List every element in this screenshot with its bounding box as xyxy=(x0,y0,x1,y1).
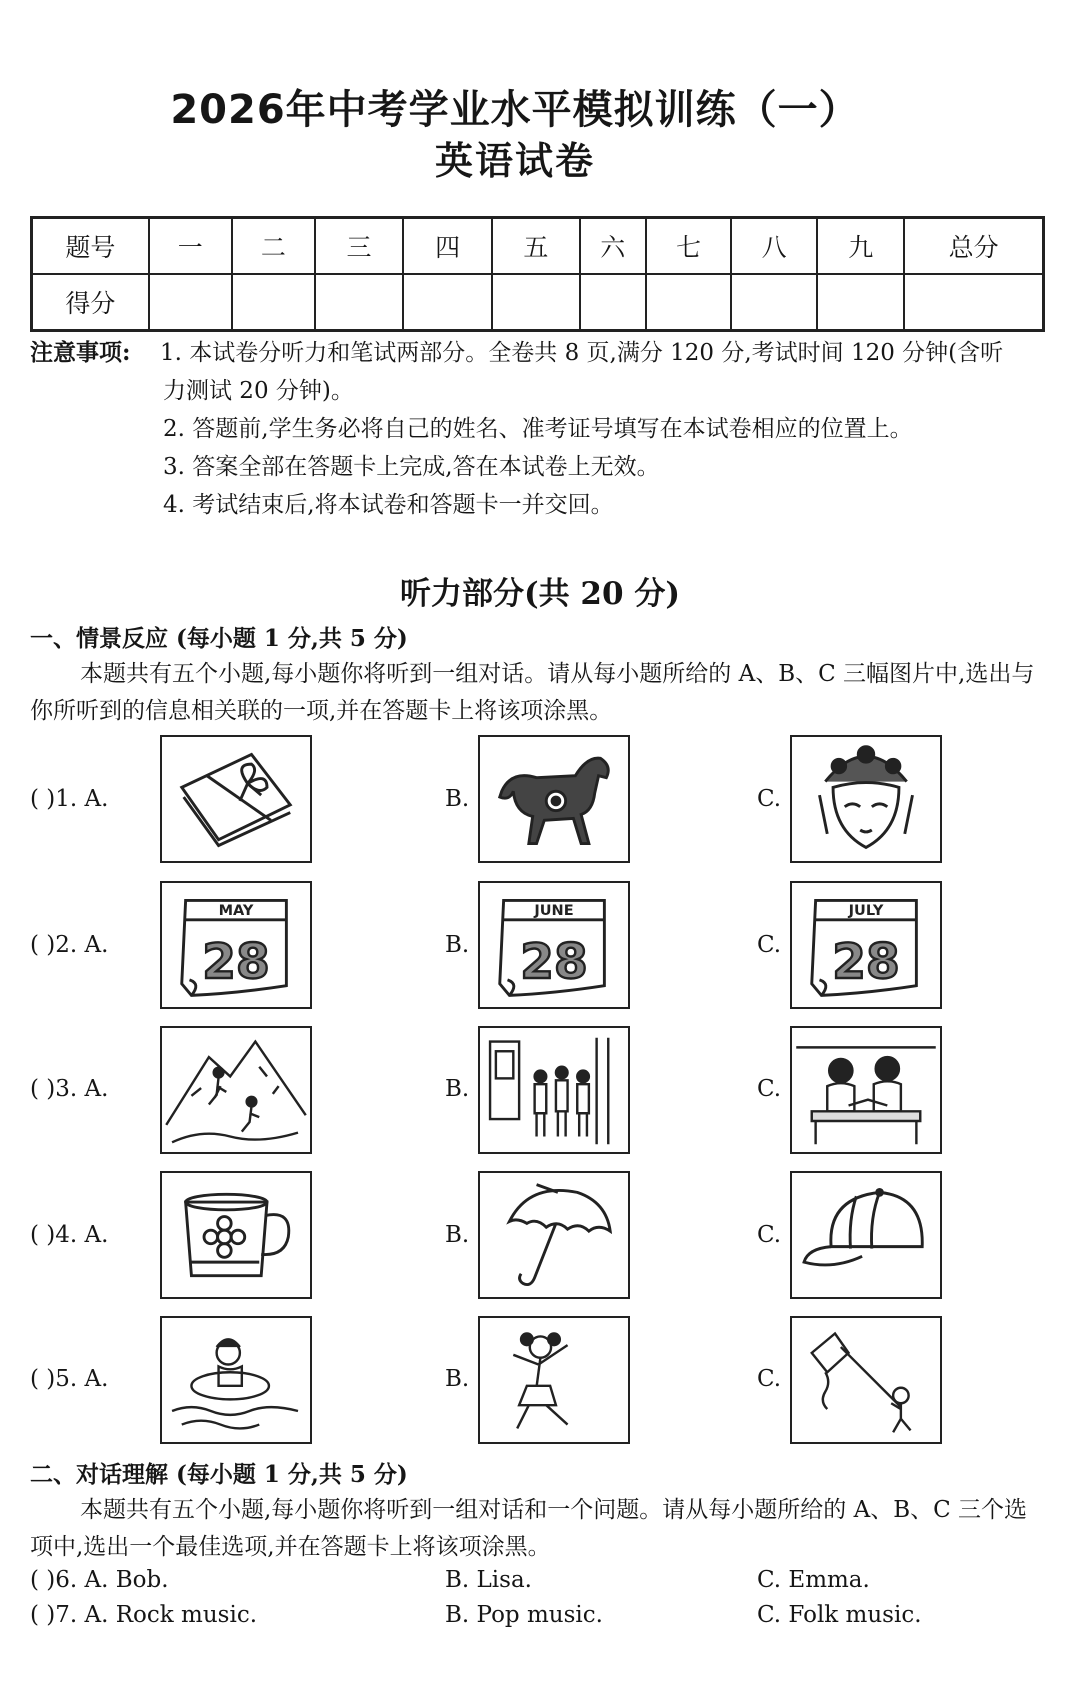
score-cell: 五 xyxy=(492,218,579,275)
score-blank[interactable] xyxy=(315,274,403,331)
score-cell: 三 xyxy=(315,218,403,275)
note-item: 3. 答案全部在答题卡上完成,答在本试卷上无效。 xyxy=(163,454,660,480)
cup-icon xyxy=(162,1173,310,1297)
part2-heading: 二、对话理解 (每小题 1 分,共 5 分) xyxy=(30,1461,408,1488)
score-blank[interactable] xyxy=(904,274,1043,331)
score-blank[interactable] xyxy=(492,274,579,331)
question-5-option-a[interactable] xyxy=(160,1316,312,1444)
score-row-label: 得分 xyxy=(32,274,149,331)
question-2-label: ( )2. A. xyxy=(30,932,109,958)
score-blank[interactable] xyxy=(817,274,904,331)
question-7-option-b: B. Pop music. xyxy=(445,1602,603,1628)
note-item: 力测试 20 分钟)。 xyxy=(163,378,354,404)
score-cell: 四 xyxy=(403,218,492,275)
score-cell: 二 xyxy=(232,218,315,275)
question-6-label: ( )6. A. Bob. xyxy=(30,1567,169,1593)
exam-title: 2026年中考学业水平模拟训练（一） xyxy=(170,87,860,133)
gift-card-icon xyxy=(162,737,310,861)
calendar-icon xyxy=(480,883,628,1007)
svg-text:28: 28 xyxy=(520,933,588,990)
score-table-header-row xyxy=(32,218,1044,275)
score-blank[interactable] xyxy=(232,274,315,331)
part2-instructions: 本题共有五个小题,每小题你将听到一组对话和一个问题。请从每小题所给的 A、B、C 三个选项中,选出一个最佳选项,并在答题卡上将该项涂黑。 xyxy=(30,1497,1028,1560)
question-3-option-b[interactable] xyxy=(478,1026,630,1154)
dancing-girl-icon xyxy=(480,1318,628,1442)
question-4-option-b[interactable] xyxy=(478,1171,630,1299)
score-cell: 六 xyxy=(580,218,646,275)
paper-cut-horse-icon xyxy=(480,737,628,861)
calendar-icon xyxy=(162,883,310,1007)
question-6-option-c: C. Emma. xyxy=(757,1567,870,1593)
question-2-option-a[interactable] xyxy=(160,881,312,1009)
question-2-option-b[interactable] xyxy=(478,881,630,1009)
score-blank[interactable] xyxy=(403,274,492,331)
question-1-option-a[interactable] xyxy=(160,735,312,863)
part1-heading: 一、情景反应 (每小题 1 分,共 5 分) xyxy=(30,625,408,652)
question-5-option-c-label: C. xyxy=(757,1366,782,1392)
note-item: 2. 答题前,学生务必将自己的姓名、准考证号填写在本试卷相应的位置上。 xyxy=(163,416,913,442)
museum-visitors-icon xyxy=(480,1028,628,1152)
score-cell: 八 xyxy=(731,218,817,275)
question-1-option-c[interactable] xyxy=(790,735,942,863)
question-5-option-b-label: B. xyxy=(445,1366,470,1392)
opera-mask-icon xyxy=(792,737,940,861)
exam-notes xyxy=(30,334,1050,524)
score-blank[interactable] xyxy=(149,274,232,331)
score-cell: 七 xyxy=(646,218,731,275)
question-4-option-a[interactable] xyxy=(160,1171,312,1299)
question-1-option-b-label: B. xyxy=(445,786,470,812)
score-table-score-row xyxy=(32,274,1044,331)
listening-section-title: 听力部分(共 20 分) xyxy=(399,576,681,612)
score-cell: 九 xyxy=(817,218,904,275)
score-cell: 题号 xyxy=(32,218,149,275)
question-6-option-b: B. Lisa. xyxy=(445,1567,532,1593)
score-cell: 一 xyxy=(149,218,232,275)
svg-text:MAY: MAY xyxy=(218,902,254,919)
question-2-option-c[interactable] xyxy=(790,881,942,1009)
calendar-icon xyxy=(792,883,940,1007)
kite-flying-icon xyxy=(792,1318,940,1442)
note-item: 1. 本试卷分听力和笔试两部分。全卷共 8 页,满分 120 分,考试时间 120 分钟(含听 xyxy=(160,340,1004,366)
svg-text:28: 28 xyxy=(202,933,270,990)
classroom-students-icon xyxy=(792,1028,940,1152)
score-blank[interactable] xyxy=(731,274,817,331)
swimming-girl-icon xyxy=(162,1318,310,1442)
question-7-option-c: C. Folk music. xyxy=(757,1602,922,1628)
svg-text:JUNE: JUNE xyxy=(534,902,574,919)
svg-text:28: 28 xyxy=(832,933,900,990)
cap-icon xyxy=(792,1173,940,1297)
notes-label: 注意事项: xyxy=(30,339,131,366)
score-table xyxy=(30,216,1045,332)
question-4-option-c[interactable] xyxy=(790,1171,942,1299)
question-3-option-c-label: C. xyxy=(757,1076,782,1102)
svg-text:JULY: JULY xyxy=(848,902,884,919)
question-7-label: ( )7. A. Rock music. xyxy=(30,1602,258,1628)
question-4-option-c-label: C. xyxy=(757,1222,782,1248)
question-5-option-b[interactable] xyxy=(478,1316,630,1444)
question-5-option-c[interactable] xyxy=(790,1316,942,1444)
question-3-option-a[interactable] xyxy=(160,1026,312,1154)
note-item: 4. 考试结束后,将本试卷和答题卡一并交回。 xyxy=(163,492,614,518)
umbrella-icon xyxy=(480,1173,628,1297)
question-1-label: ( )1. A. xyxy=(30,786,109,812)
question-2-option-c-label: C. xyxy=(757,932,782,958)
score-blank[interactable] xyxy=(646,274,731,331)
exam-subtitle: 英语试卷 xyxy=(434,139,595,183)
question-2-option-b-label: B. xyxy=(445,932,470,958)
question-5-label: ( )5. A. xyxy=(30,1366,109,1392)
question-4-label: ( )4. A. xyxy=(30,1222,109,1248)
score-cell: 总分 xyxy=(904,218,1043,275)
question-1-option-c-label: C. xyxy=(757,786,782,812)
mountain-climbing-icon xyxy=(162,1028,310,1152)
question-4-option-b-label: B. xyxy=(445,1222,470,1248)
part1-instructions: 本题共有五个小题,每小题你将听到一组对话。请从每小题所给的 A、B、C 三幅图片中,选出与你所听到的信息相关联的一项,并在答题卡上将该项涂黑。 xyxy=(30,661,1035,724)
score-blank[interactable] xyxy=(580,274,646,331)
question-3-label: ( )3. A. xyxy=(30,1076,109,1102)
question-3-option-b-label: B. xyxy=(445,1076,470,1102)
question-3-option-c[interactable] xyxy=(790,1026,942,1154)
question-1-option-b[interactable] xyxy=(478,735,630,863)
